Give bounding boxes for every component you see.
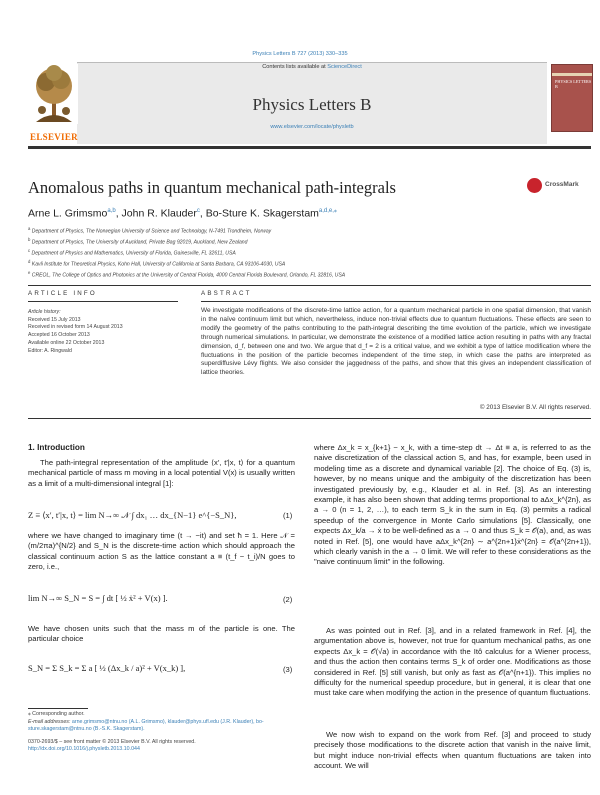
corresponding-author-note: ⁎ Corresponding author. bbox=[28, 711, 85, 717]
section-heading: 1. Introduction bbox=[28, 443, 85, 452]
info-sub-rule bbox=[28, 301, 178, 302]
info-top-rule bbox=[28, 285, 591, 286]
footnote-rule bbox=[28, 708, 88, 709]
author-affiliation-marks[interactable]: a,d,e,⁎ bbox=[318, 208, 337, 214]
body-paragraph: As was pointed out in Ref. [3], and in a related framework in Ref. [4], the argumentation above is, however, not true for quantum mechanical paths, as one expects Δx_k = 𝒪(√a) in accordance with the Itô calculus for a Wiener process, and thus the action then contains terms S_k of order one. Modifications as those considered in Ref. [5] still vanish, but only as fast as 𝒪(a^{n+1}). This implies no difficulty for the numerical speedup procedure, but in general, it is clear that one must take care when modifying the action in the presence of quantum fluctuations. bbox=[314, 626, 591, 698]
history-item: Received 15 July 2013 bbox=[28, 316, 81, 323]
history-item: Available online 22 October 2013 bbox=[28, 339, 105, 346]
header-rule bbox=[28, 146, 591, 149]
author-list: Arne L. Grimsmo$^{a,b}$, John R. Klauder$^c$, Bo-Sture K. Skagerstam$^{a,d,e,⁎}$ bbox=[28, 207, 337, 220]
author-affiliation-marks[interactable]: a,b bbox=[107, 208, 116, 214]
footnotes bbox=[28, 711, 295, 754]
affiliation: $^e$ CREOL, The College of Optics and Photonics at the University of Central Florida, 4000 Central Florida Boulevard, Orlando, FL 32816, USA bbox=[28, 269, 346, 279]
email-links[interactable]: arne.grimsmo@ntnu.no (A.L. Grimsmo), klauder@phys.ufl.edu (J.R. Klauder), bo-sture.skagerstam@ntnu.no (B.-S.K. Skagerstam). bbox=[28, 718, 264, 732]
body-paragraph: where Δx_k = x_{k+1} − x_k, with a time-step dt → Δt ≡ a, is referred to as the naive discretization of the classical action S, and has, for example, been used in modeling time as a discrete and dynamical variable [2]. The choice of Eq. (3) is, however, by no means unique and the ambiguity of the discretization has been investigated previously by, e.g., Klauder et al. in Ref. [3]. As an interesting example, it has also been shown that adding terms proportional to aΔx_k^{2n}, as a → 0 (n = 1, 2, …), to each term S_k in the sum in Eq. (3) permits a radical speedup of the convergence in Monte Carlo simulations [5]. Classically, one expects Δx_k/a → ẋ to be well-defined as a → 0 and thus S_k = 𝒪(a), and, as was noted in Ref. [5], one would have aΔx_k^{2n} ∼ a^{2n+1}ẋ^{2n} = 𝒪(a^{2n+1}), which clearly vanish in the a → 0 limit. We will refer to these considerations as the "naive continuum limit" in the following. bbox=[314, 443, 591, 567]
affiliation: $^c$ Department of Physics and Mathematics, University of Florida, Gainesville, FL 32611, USA bbox=[28, 247, 236, 257]
sciencedirect-link[interactable]: ScienceDirect bbox=[327, 64, 362, 70]
intro-paragraph: where we have changed to imaginary time (t → −it) and set ħ = 1. Here 𝒩 = (m/2πa)^{N/2} and S_N is the discrete-time action which should approach the classical continuum action S as the lattice constant a ≡ (t_f − t_i)/N goes to zero, i.e., bbox=[28, 531, 295, 572]
equation-number: (3) bbox=[283, 665, 293, 674]
copyright-notice: © 2013 Elsevier B.V. All rights reserved. bbox=[479, 404, 591, 411]
cover-title: PHYSICS LETTERS B bbox=[555, 79, 592, 89]
author-name: John R. Klauder bbox=[121, 207, 197, 220]
equation-3: S_N = Σ S_k = Σ a [ ½ (Δx_k / a)² + V(x_k) ], bbox=[28, 663, 186, 673]
article-title: Anomalous paths in quantum mechanical path-integrals bbox=[28, 178, 396, 197]
abstract-heading: ABSTRACT bbox=[201, 290, 252, 297]
history-item: Received in revised form 14 August 2013 bbox=[28, 324, 123, 331]
publisher-name: ELSEVIER bbox=[30, 132, 78, 142]
crossmark-icon bbox=[527, 178, 542, 193]
elsevier-tree-logo bbox=[30, 64, 78, 124]
affiliation: $^d$ Kavli Institute for Theoretical Physics, Kohn Hall, University of California at Santa Barbara, CA 93106-4030, USA bbox=[28, 258, 286, 268]
journal-reference[interactable]: Physics Letters B 727 (2013) 330–335 bbox=[252, 51, 348, 57]
author-name: Arne L. Grimsmo bbox=[28, 207, 108, 220]
crossmark-label: CrossMark bbox=[545, 181, 579, 188]
affiliation: $^b$ Department of Physics, The University of Auckland, Private Bag 92019, Auckland, New Zealand bbox=[28, 236, 248, 246]
author-name: Bo-Sture K. Skagerstam bbox=[205, 207, 319, 220]
history-label: Article history: bbox=[28, 309, 61, 315]
equation-1: Z ≡ ⟨x′, t′|x, t⟩ = lim N→∞ 𝒩 ∫ dx₁ … dx_{N−1} e^{−S_N}, bbox=[28, 510, 237, 520]
abstract-sub-rule bbox=[201, 301, 591, 302]
abstract-text: We investigate modifications of the discrete-time lattice action, for a quantum mechanical particle in one spatial dimension, that vanish in the naïve continuum limit but which, nevertheless, induce non-trivial effects due to quantum fluctuations. These effects are seen to modify the geometry of the paths contributing to the path-integral describing the time evolution of the particle, which we investigate through numerical simulations. In particular, we demonstrate the existence of a modified lattice action resulting in paths with any fractal dimension, d_f, between one and two. We argue that d_f = 2 is a critical value, and we exhibit a type of lattice modification where the fluctuations in the position of the particle becomes independent of the time step, in which case the paths are interpreted as superdiffusive Lévy flights. We also consider the jaggedness of the paths, and show that this gives an independent classification of lattice theories. bbox=[201, 307, 591, 377]
issn-line: 0370-2693/$ – see front matter © 2013 Elsevier B.V. All rights reserved. bbox=[28, 738, 196, 745]
history-item: Accepted 16 October 2013 bbox=[28, 332, 90, 339]
equation-number: (1) bbox=[283, 511, 293, 520]
abstract-bottom-rule bbox=[28, 418, 591, 419]
email-addresses: E-mail addresses: arne.grimsmo@ntnu.no (A.L. Grimsmo), klauder@phys.ufl.edu (J.R. Klauder), bo-sture.skagerstam@ntnu.no (B.-S.K. Skagerstam). bbox=[28, 718, 264, 732]
article-history bbox=[28, 309, 178, 355]
equation-number: (2) bbox=[283, 595, 293, 604]
intro-paragraph: We have chosen units such that the mass m of the particle is one. The particular choice bbox=[28, 624, 295, 644]
contents-line bbox=[77, 64, 547, 70]
author-affiliation-marks[interactable]: c bbox=[196, 208, 200, 214]
equation-2: lim N→∞ S_N = S = ∫ dt [ ½ ẋ² + V(x) ]. bbox=[28, 593, 168, 603]
body-paragraph: We now wish to expand on the work from Ref. [3] and proceed to study precisely those modifications to the discrete action that vanish in the naive limit, but might induce non-trivial effects when quantum fluctuations are taken into account. We will bbox=[314, 730, 591, 771]
affiliation-list bbox=[28, 225, 568, 279]
journal-name: Physics Letters B bbox=[252, 95, 372, 114]
article-info-heading: ARTICLE INFO bbox=[28, 290, 97, 297]
crossmark-badge[interactable] bbox=[527, 178, 591, 194]
journal-cover-thumbnail[interactable] bbox=[551, 64, 593, 132]
contents-prefix: Contents lists available at bbox=[262, 64, 326, 70]
affiliation: $^a$ Department of Physics, The Norwegian University of Science and Technology, N-7491 Trondheim, Norway bbox=[28, 226, 272, 235]
doi-link[interactable]: http://dx.doi.org/10.1016/j.physletb.2013.10.044 bbox=[28, 746, 140, 752]
cover-band bbox=[552, 73, 592, 76]
journal-homepage-link[interactable]: www.elsevier.com/locate/physletb bbox=[270, 124, 354, 130]
history-item: Editor: A. Ringwald bbox=[28, 347, 72, 354]
intro-paragraph: The path-integral representation of the amplitude ⟨x′, t′|x, t⟩ for a quantum mechanical particle of mass m moving in a local potential V(x) is usually written as a limit of a multi-dimensional integral [1]: bbox=[28, 458, 295, 488]
